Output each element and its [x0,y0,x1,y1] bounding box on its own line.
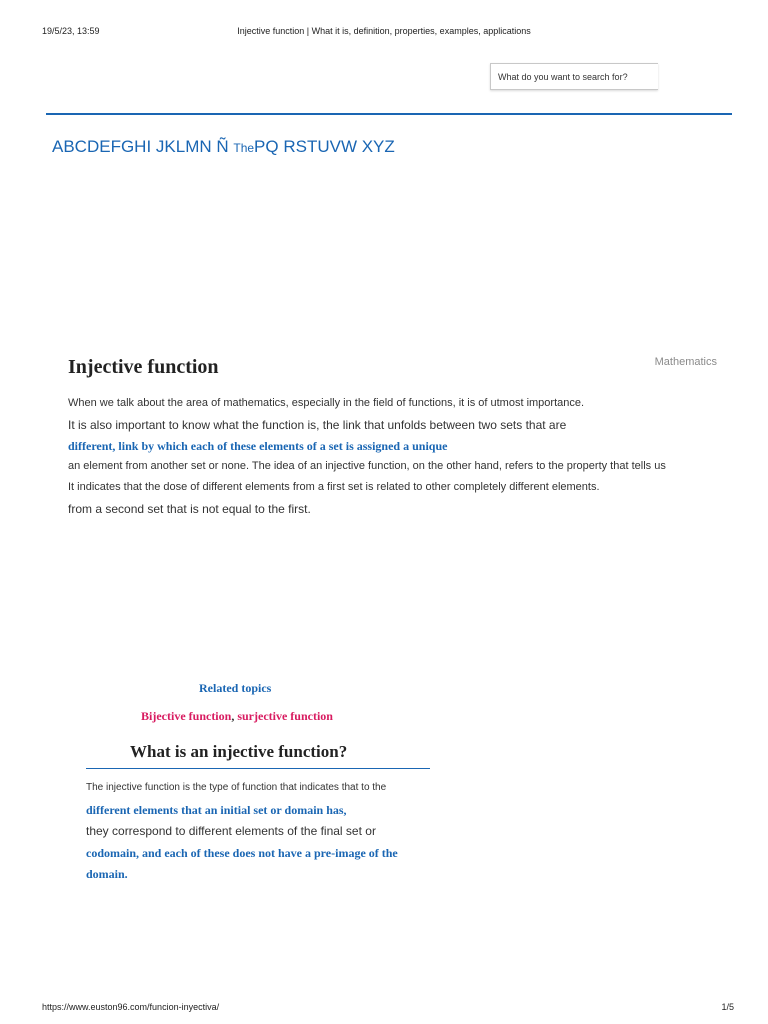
section-line-5: domain. [86,867,128,881]
search-input[interactable] [491,64,658,89]
print-page-number: 1/5 [721,1002,734,1012]
section-line-3: they correspond to different elements of the final set or [86,824,376,838]
alphabet-nav-part2[interactable]: The [233,141,255,155]
article-title: Injective function [68,356,219,378]
related-link-bijective[interactable]: Bijective function [141,709,232,723]
intro-line-3: different, link by which each of these elements of a set is assigned a unique [68,439,448,453]
search-box[interactable] [490,63,658,90]
print-footer-url: https://www.euston96.com/funcion-inyectiva/ [42,1002,220,1012]
alphabet-nav-part1[interactable]: ABCDEFGHI JKLMN Ñ [52,137,234,156]
header-divider [46,113,732,115]
intro-line-1: When we talk about the area of mathematics, especially in the field of functions, it is of utmost importance. [68,397,585,409]
alphabet-nav-part3[interactable]: PQ RSTUVW XYZ [254,137,395,156]
section-line-4: codomain, and each of these does not have a pre-image of the [86,846,398,860]
intro-line-4: an element from another set or none. The idea of an injective function, on the other hand, refers to the property that tells us [68,460,666,472]
intro-line-6: from a second set that is not equal to the first. [68,502,311,516]
related-separator: , [231,709,238,723]
alphabet-nav[interactable] [52,137,395,157]
intro-line-5: It indicates that the dose of different elements from a first set is related to other completely different elements. [68,481,600,493]
section-line-2: different elements that an initial set or domain has, [86,803,347,817]
related-topics-heading: Related topics [199,681,272,695]
category-link[interactable]: Mathematics [654,356,717,368]
related-topics-links [141,709,333,724]
intro-line-2: It is also important to know what the function is, the link that unfolds between two sets that are [68,418,567,432]
print-page-title: Injective function | What it is, definition, properties, examples, applications [237,26,531,36]
section-divider [86,768,430,769]
section-line-1: The injective function is the type of function that indicates that to the [86,782,387,793]
print-datetime: 19/5/23, 13:59 [42,26,100,36]
section-heading: What is an injective function? [130,742,348,761]
related-link-surjective[interactable]: surjective function [237,709,333,723]
